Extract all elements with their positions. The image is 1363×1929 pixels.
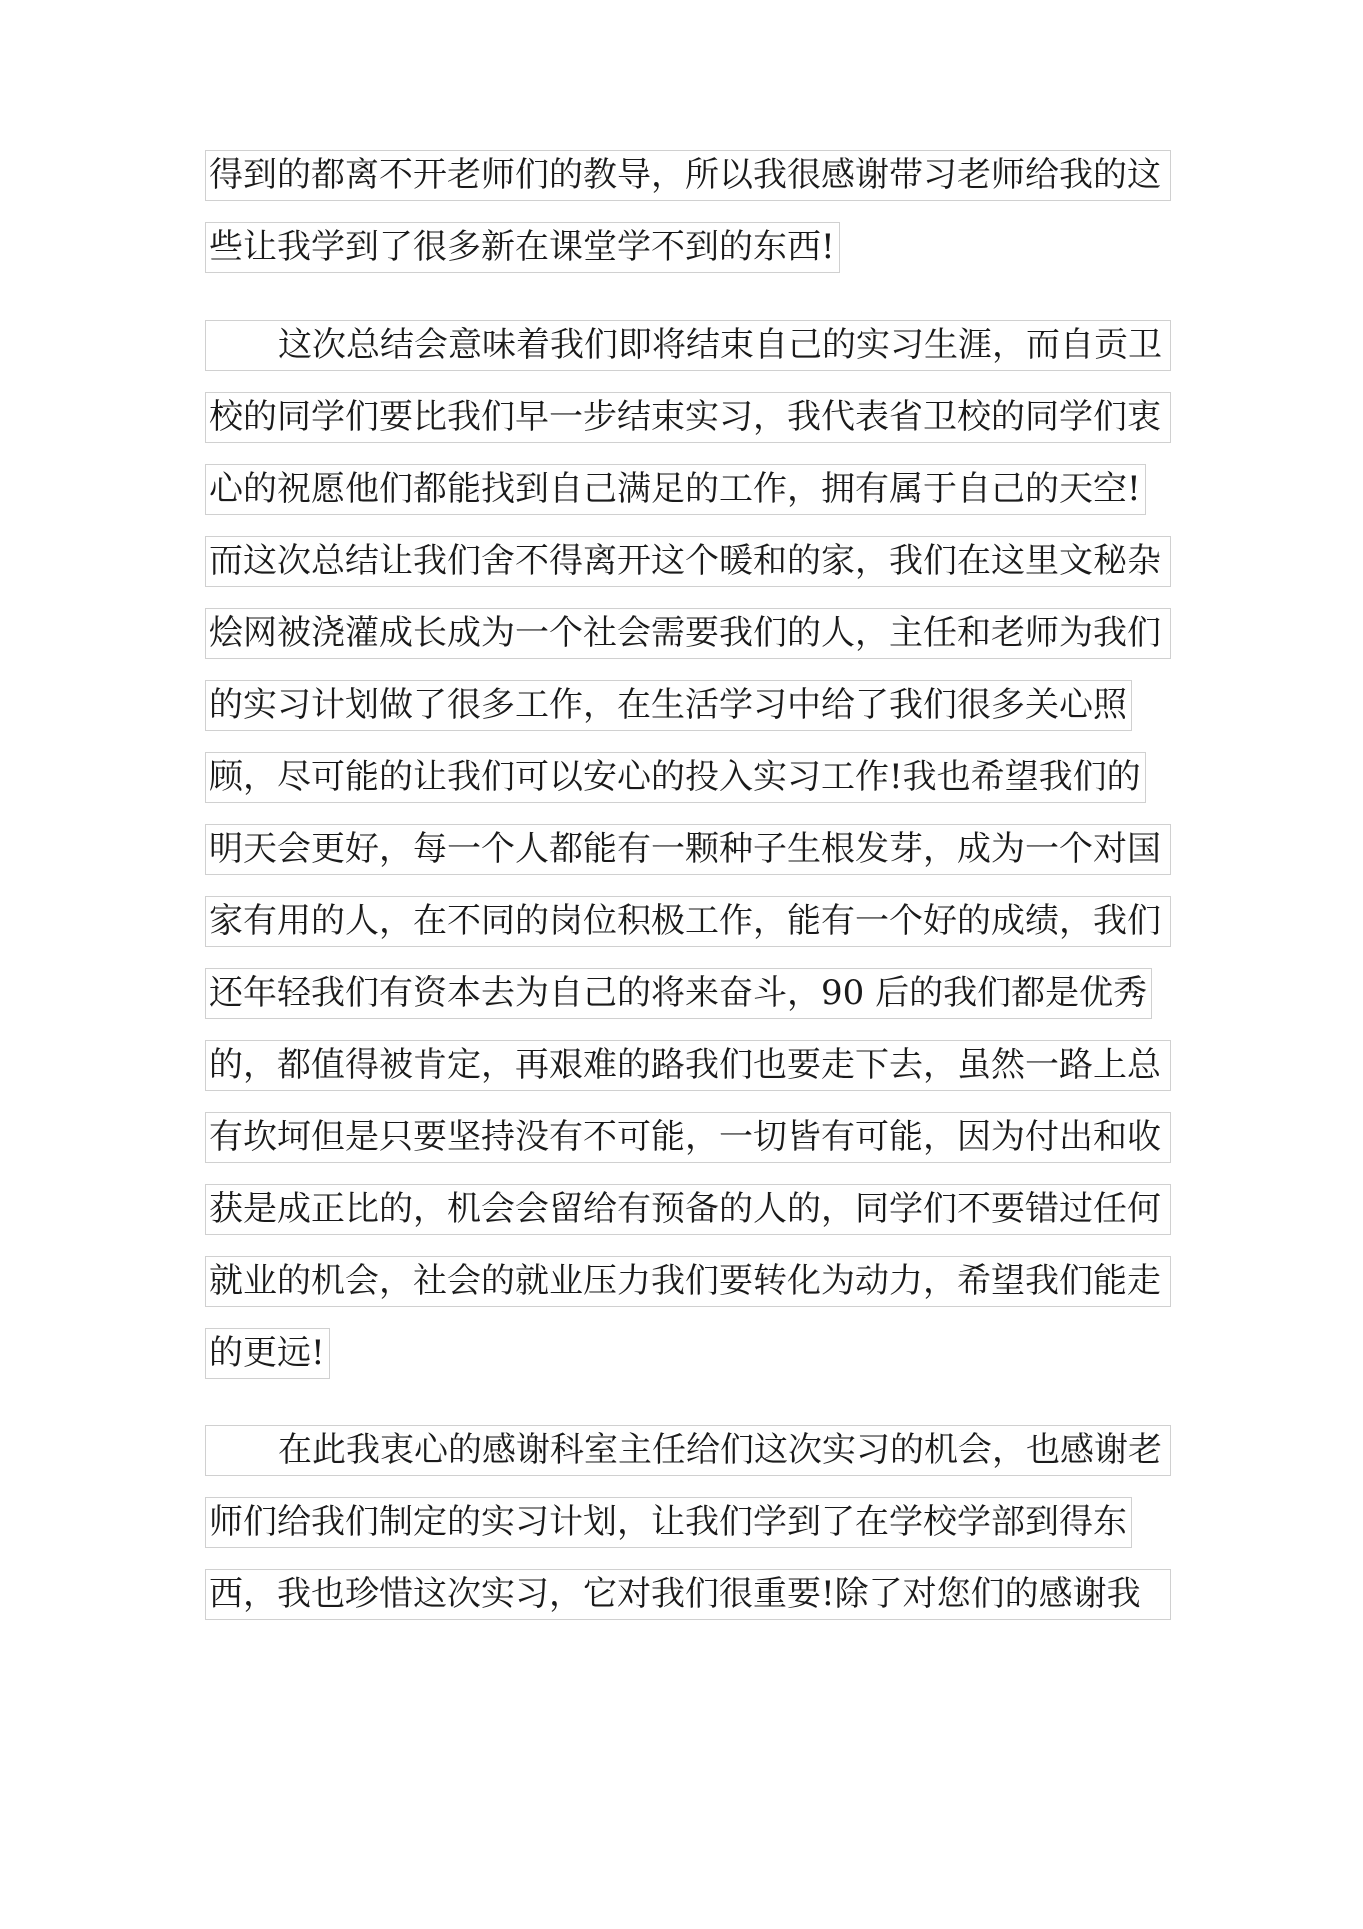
text-line: 些让我学到了很多新在课堂学不到的东西! (205, 222, 840, 273)
text-line: 师们给我们制定的实习计划，让我们学到了在学校学部到得东 (205, 1497, 1132, 1548)
paragraph-2 (205, 320, 1180, 1400)
text-line: 明天会更好，每一个人都能有一颗种子生根发芽，成为一个对国 (205, 824, 1171, 875)
text-line: 心的祝愿他们都能找到自己满足的工作，拥有属于自己的天空! (205, 464, 1146, 515)
text-line: 就业的机会，社会的就业压力我们要转化为动力，希望我们能走 (205, 1256, 1171, 1307)
text-line: 还年轻我们有资本去为自己的将来奋斗，90 后的我们都是优秀 (205, 968, 1152, 1019)
text-line: 顾，尽可能的让我们可以安心的投入实习工作!我也希望我们的 (205, 752, 1146, 803)
text-line: 的实习计划做了很多工作，在生活学习中给了我们很多关心照 (205, 680, 1132, 731)
text-line: 在此我衷心的感谢科室主任给们这次实习的机会，也感谢老 (205, 1425, 1171, 1476)
text-line: 的，都值得被肯定，再艰难的路我们也要走下去，虽然一路上总 (205, 1040, 1171, 1091)
text-line: 得到的都离不开老师们的教导，所以我很感谢带习老师给我的这 (205, 150, 1171, 201)
text-line: 有坎坷但是只要坚持没有不可能，一切皆有可能，因为付出和收 (205, 1112, 1171, 1163)
text-line: 获是成正比的，机会会留给有预备的人的，同学们不要错过任何 (205, 1184, 1171, 1235)
text-line: 而这次总结让我们舍不得离开这个暖和的家，我们在这里文秘杂 (205, 536, 1171, 587)
text-line: 校的同学们要比我们早一步结束实习，我代表省卫校的同学们衷 (205, 392, 1171, 443)
paragraph-3 (205, 1425, 1180, 1641)
text-line: 这次总结会意味着我们即将结束自己的实习生涯，而自贡卫 (205, 320, 1171, 371)
text-line: 的更远! (205, 1328, 330, 1379)
paragraph-1 (205, 150, 1180, 294)
text-line: 烩网被浇灌成长成为一个社会需要我们的人，主任和老师为我们 (205, 608, 1171, 659)
text-line: 家有用的人，在不同的岗位积极工作，能有一个好的成绩，我们 (205, 896, 1171, 947)
text-line: 西，我也珍惜这次实习，它对我们很重要!除了对您们的感谢我 (205, 1569, 1171, 1620)
